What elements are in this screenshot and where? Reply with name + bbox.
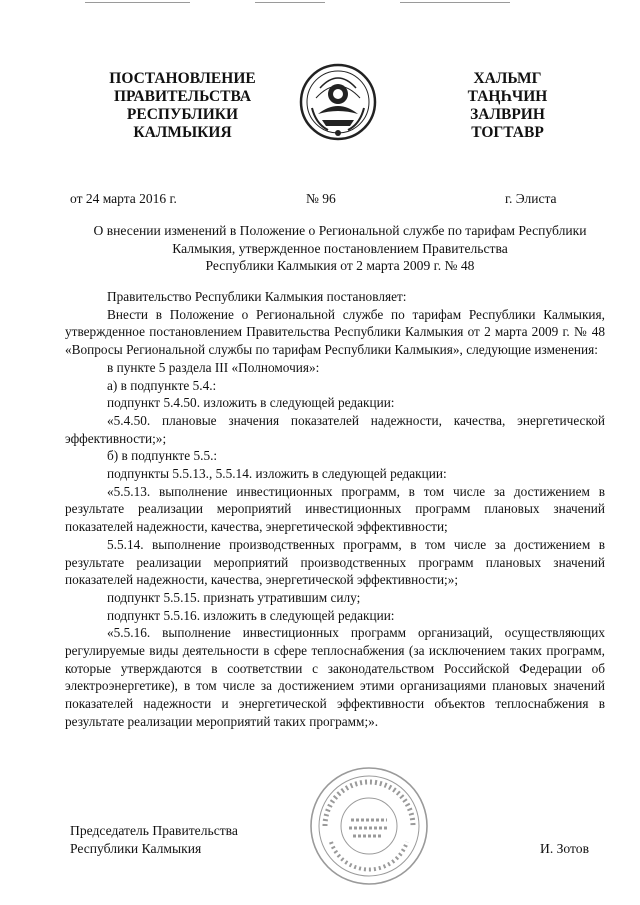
body-paragraph: «5.4.50. плановые значения показателей надежности, качества, энергетической эффективности;»; — [65, 412, 605, 446]
document-body — [65, 288, 605, 731]
document-date: от 24 марта 2016 г. — [70, 191, 177, 206]
body-line: а) в подпункте 5.4.: — [107, 377, 217, 393]
body-line: подпункт 5.4.50. изложить в следующей редакции: — [107, 395, 395, 411]
body-paragraph: «5.5.13. выполнение инвестиционных программ, в том числе за достижением в результате реализации мероприятий инвестиционных программ плановых значений показателей надежности, качества, энергетической эффективности; — [65, 483, 605, 535]
signatory-position: Председатель Правительства Республики Калмыкия — [70, 823, 238, 856]
body-line: подпункты 5.5.13., 5.5.14. изложить в следующей редакции: — [107, 466, 447, 482]
signatory-name: И. Зотов — [540, 841, 590, 856]
body-intro: Правительство Республики Калмыкия постановляет: — [107, 289, 407, 304]
body-paragraph: Внести в Положение о Региональной службе по тарифам Республики Калмыкия, утвержденное постановлением Правительства Республики Калмыкия от 2 марта 2009 г. № 48 «Вопросы Региональной службы по тарифам Республики Калмыкия», следующие изменения: — [65, 306, 605, 358]
body-paragraph: 5.5.14. выполнение производственных программ, в том числе за достижением в результате реализации мероприятий производственных программ плановых значений показателей надежности, качества, энергетической эффективности;»; — [65, 536, 605, 588]
header-right-title: ХАЛЬМГ ТАҢҺЧИН ЗАЛВРИН ТОГТАВР — [467, 70, 548, 141]
body-line: б) в подпункте 5.5.: — [107, 448, 218, 464]
body-line: подпункт 5.5.16. изложить в следующей редакции: — [107, 607, 395, 623]
kalmykia-emblem-icon — [298, 58, 378, 146]
document-number: № 96 — [306, 191, 336, 206]
body-line: в пункте 5 раздела III «Полномочия»: — [107, 359, 320, 375]
document-title: О внесении изменений в Положение о Региональной службе по тарифам Республики Калмыкия, утвержденное постановлением Правительства Республики Калмыкия от 2 марта 2009 г. № 48 — [93, 223, 587, 273]
body-line: подпункт 5.5.15. признать утратившим силу; — [107, 589, 361, 605]
document-city: г. Элиста — [505, 191, 557, 206]
official-stamp-icon — [305, 762, 433, 890]
header-left-title: ПОСТАНОВЛЕНИЕ ПРАВИТЕЛЬСТВА РЕСПУБЛИКИ КАЛМЫКИЯ — [109, 70, 256, 141]
body-paragraph: «5.5.16. выполнение инвестиционных программ организаций, осуществляющих регулируемые виды деятельности в сфере теплоснабжения (за исключением таких программ, которые утверждаются в соответствии с законодательством Российской Федерации об электроэнергетике), в том числе за достижением этими организациями плановых значений показателей надежности и энергетической эффективности объектов теплоснабжения в результате реализации мероприятий таких программ;». — [65, 625, 605, 729]
